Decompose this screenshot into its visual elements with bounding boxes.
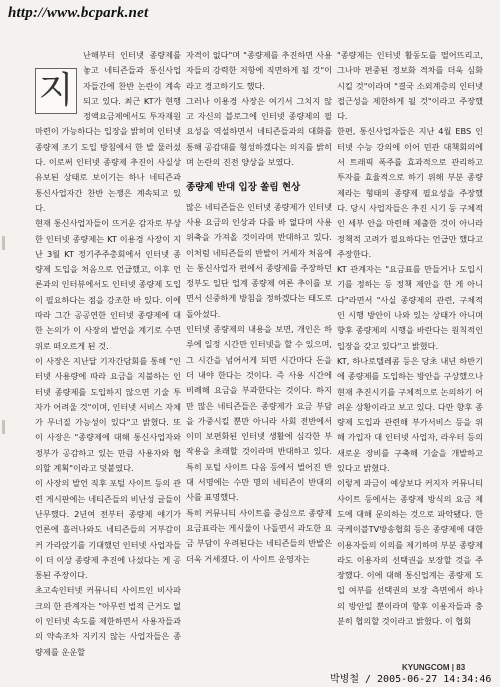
paragraph: KT, 하나로텔레콤 등은 당초 내년 하반기에 종량제를 도입하는 방안을 구상했으나 현재 추진시기를 구체적으로 논의하기 어려운 상황이라고 보고 있다. 다만 향후 종량제 도입과 관련해 부가서비스 등을 위해 가입자 대 인터넷 사업자, 라우터 등의 새로운 장비를 구축해 기술을 개발하고 있다고 밝혔다. — [337, 355, 483, 474]
paragraph: 이 사장의 발언 직후 포털 사이트 등의 관련 게시판에는 네티즌들의 비난성 글들이 난무했다. 2년여 전부터 종량제 얘기가 언론에 흘러나와도 네티즌들의 거부감이 커 가라앉기를 기대했던 인터넷 사업자들이 더 이상 종량제 추진에 나섰다는 게 공통된 주장이다. — [35, 478, 181, 581]
scan-timestamp: 박병철 / 2005-06-27 14:34:46 — [330, 674, 492, 685]
article-column-3 — [337, 48, 483, 668]
paragraph: 특히 커뮤니티 사이트를 중심으로 종량제 요금표라는 게시물이 나돌면서 과도한 요금 부담이 우려된다는 네티즌들의 반발은 더욱 거세졌다. 이 사이트 운영자는 — [186, 507, 332, 564]
watermark-url: http://www.bcpark.net — [8, 5, 149, 21]
paragraph: 그러나 이용경 사장은 여기서 그치지 않고 자신의 블로그에 인터넷 종량제의 필요성을 역설하면서 네티즌들과의 대화를 통해 공감대를 형성하겠다는 의지를 밝히며 논란의 진전 양상을 보였다. — [186, 95, 332, 168]
paragraph: 초고속인터넷 커뮤니티 사이트인 비사파크의 한 관계자는 "아무런 법적 근거도 없이 인터넷 속도를 제한하면서 사용자들과의 약속조차 지키지 않는 사업자들은 종량제를 운운할 — [35, 585, 181, 657]
page-edge-mark — [2, 236, 5, 250]
page-edge-mark — [2, 420, 5, 434]
paragraph: 자격이 없다"며 "종량제를 추진하면 사용자들의 강력한 저항에 직면하게 될 것"이라고 경고하기도 했다. — [186, 50, 332, 91]
article-column-1 — [35, 48, 181, 668]
magazine-page-footer: KYUNGCOM | 83 — [402, 663, 466, 672]
article-column-2 — [186, 48, 332, 668]
paragraph: 난해부터 인터넷 종량제를 놓고 네티즌들과 통신사업자들간에 찬반 논란이 계속되고 있다. 최근 KT가 현행 정액요금제에서도 투자재원 마련이 가능하다는 입장을 밝히며 인터넷 종량제 조기 도입 방침에서 한 발 물러섰다. 이로써 인터넷 종량제 추진이 사실상 유보된 상태로 보이기는 하나 네티즌과 통신사업자간 찬반 논쟁은 계속되고 있다. — [35, 50, 181, 213]
paragraph: 한편, 통신사업자들은 지난 4월 EBS 인터넷 수능 강의에 이어 민관 대책회의에서 트래픽 폭주를 효과적으로 관리하고 투자를 효율적으로 하기 위해 부분 종량제라는 형태의 종량제 필요성을 주장했다. 당시 사업자들은 추진 시기 등 구체적인 세부 안을 마련해 제출한 것이 아니라 정책적 고려가 필요하다는 언급만 했다고 주장한다. — [337, 126, 483, 259]
paragraph: 이렇게 과금이 예상보다 커지자 커뮤니티 사이트 등에서는 종량제 방식의 요금 제도에 대해 문의하는 것으로 파악됐다. 한국케이블TV방송협회 등은 종량제에 대한 이용자들의 이의를 제기하며 부분 종량제라도 이용자의 선택권을 보장할 것을 주장했다. 이에 대해 통신업계는 종량제 도입 여부를 선택권의 보장 측면에서 하나의 방안일 뿐이라며 향후 이용자들과 충분히 협의할 것이라고 밝혔다. 이 협회 — [337, 478, 483, 626]
paragraph: 인터넷 종량제의 내용을 보면, 개인은 하루에 일정 시간만 인터넷을 할 수 있으며, 그 시간을 넘어서게 되면 시간마다 돈을 더 내야 한다는 것이다. 즉 사용 시간에 비례해 요금을 부과한다는 것이다. 하지만 많은 네티즌들은 종량제가 요금 부담을 가중시킬 뿐만 아니라 사회 전반에서 이미 보편화된 인터넷 생활에 심각한 부작용을 초래할 것이라며 반대하고 있다. 특히 포털 사이트 다음 등에서 벌어진 반대 서명에는 수만 명의 네티즌이 반대의사를 표명했다. — [186, 324, 332, 503]
paragraph: KT 관계자는 "요금표를 만들거나 도입시기를 정하는 등 정책 제안을 한 게 아니다"라면서 "사실 종량제의 관련, 구체적인 시행 방안이 나와 있는 상태가 아니며 향후 종량제의 시행을 바란다는 원칙적인 입장을 갖고 있다"고 밝혔다. — [337, 264, 483, 351]
section-subheading: 종량제 반대 입장 쏠림 현상 — [186, 182, 301, 194]
paragraph: "종량제는 인터넷 활동도를 떨어뜨리고, 그나마 편중된 정보화 격차를 더욱 심화시킬 것"이라며 "결국 소외계층의 인터넷 접근성을 제한하게 될 것"이라고 주장했다. — [337, 50, 483, 122]
paragraph: 이 사장은 지난달 기자간담회를 통해 "인터넷 사용량에 따라 요금을 지불하는 인터넷 종량제를 도입하지 않으면 기술 투자가 어려울 것"이며, 인터넷 서비스 자체가 무너질 가능성이 있다"고 밝혔다. 또 이 사장은 "종량제에 대해 통신사업자와 정부가 공감하고 있는 만큼 사용자와 협의할 계획"이라고 덧붙였다. — [35, 355, 181, 474]
drop-cap: 지 — [35, 68, 77, 114]
paragraph: 많은 네티즌들은 인터넷 종량제가 인터넷 사용 요금의 인상과 다를 바 없다며 사용 위축을 가져올 것이라며 반대하고 있다. 이처럼 네티즌들의 반발이 거세자 처음에는 통신사업자 편에서 종량제를 주장하던 정부도 일단 업계 종량제 여론 추이를 보면서 신중하게 방침을 정하겠다는 태도로 돌아섰다. — [186, 201, 332, 319]
paragraph: 현재 통신사업자들이 뜨거운 감자로 부상한 인터넷 종량제는 KT 이용경 사장이 지난 3월 KT 정기주주총회에서 인터넷 종량제 도입을 처음으로 언급했고, 이후 언론과의 인터뷰에서도 인터넷 종량제 도입이 필요하다는 점을 강조한 바 있다. 이에 따라 그간 공공연한 인터넷 종량제에 대한 논의가 이 사장의 발언을 계기로 수면 위로 떠오르게 된 것. — [35, 218, 181, 351]
